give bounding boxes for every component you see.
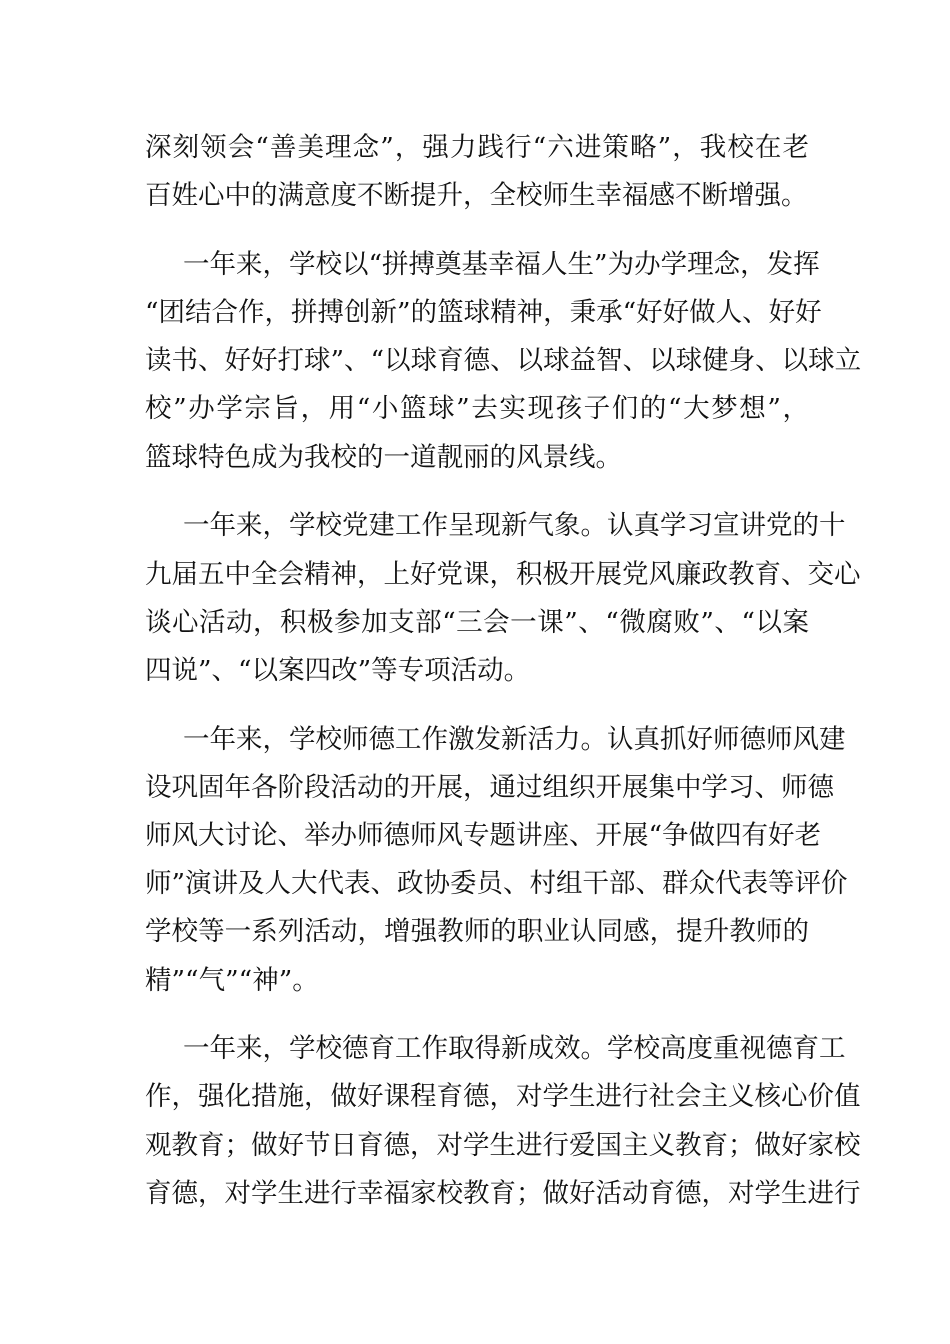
text-line: 精”“气”“神”。 [145,964,319,996]
text-line: 设巩固年各阶段活动的开展，通过组织开展集中学习、师德 [145,771,834,803]
paragraph-5 [145,1025,861,1218]
text-line: 一年来，学校以“拼搏奠基幸福人生”为办学理念，发挥 [183,248,820,280]
text-line: 谈心活动，积极参加支部“三会一课”、“微腐败”、“以案 [145,606,809,638]
text-line: 师”演讲及人大代表、政协委员、村组干部、群众代表等评价 [145,868,848,900]
text-line: 一年来，学校德育工作取得新成效。学校高度重视德育工 [183,1033,846,1065]
text-line: 一年来，学校党建工作呈现新气象。认真学习宣讲党的十 [183,510,846,542]
paragraph-4 [145,716,848,1005]
text-line: 观教育；做好节日育德，对学生进行爱国主义教育；做好家校 [145,1129,861,1161]
paragraph-1 [145,124,809,220]
text-line: 深刻领会“善美理念”，强力践行“六进策略”，我校在老 [145,132,809,163]
paragraph-3 [145,502,861,695]
text-line: 育德，对学生进行幸福家校教育；做好活动育德，对学生进行 [145,1177,861,1209]
text-line: “团结合作，拼搏创新”的篮球精神，秉承“好好做人、好好 [145,297,822,329]
text-line: 九届五中全会精神，上好党课，积极开展党风廉政教育、交心 [145,558,861,590]
text-line: 学校等一系列活动，增强教师的职业认同感，提升教师的 [145,916,809,948]
text-line: 师风大讨论、举办师德师风专题讲座、开展“争做四有好老 [145,819,822,851]
text-line: 四说”、“以案四改”等专项活动。 [145,654,531,686]
text-line: 篮球特色成为我校的一道靓丽的风景线。 [145,441,622,473]
paragraph-2 [145,241,862,482]
text-line: 一年来，学校师德工作激发新活力。认真抓好师德师风建 [183,723,846,755]
document-body [145,124,862,1238]
text-line: 百姓心中的满意度不断提升，全校师生幸福感不断增强。 [145,180,808,212]
text-line: 作，强化措施，做好课程育德，对学生进行社会主义核心价值 [145,1081,861,1113]
text-line: 校”办学宗旨，用“小篮球”去实现孩子们的“大梦想”， [145,393,809,425]
text-line: 读书、好好打球”、“以球育德、以球益智、以球健身、以球立 [145,345,862,377]
